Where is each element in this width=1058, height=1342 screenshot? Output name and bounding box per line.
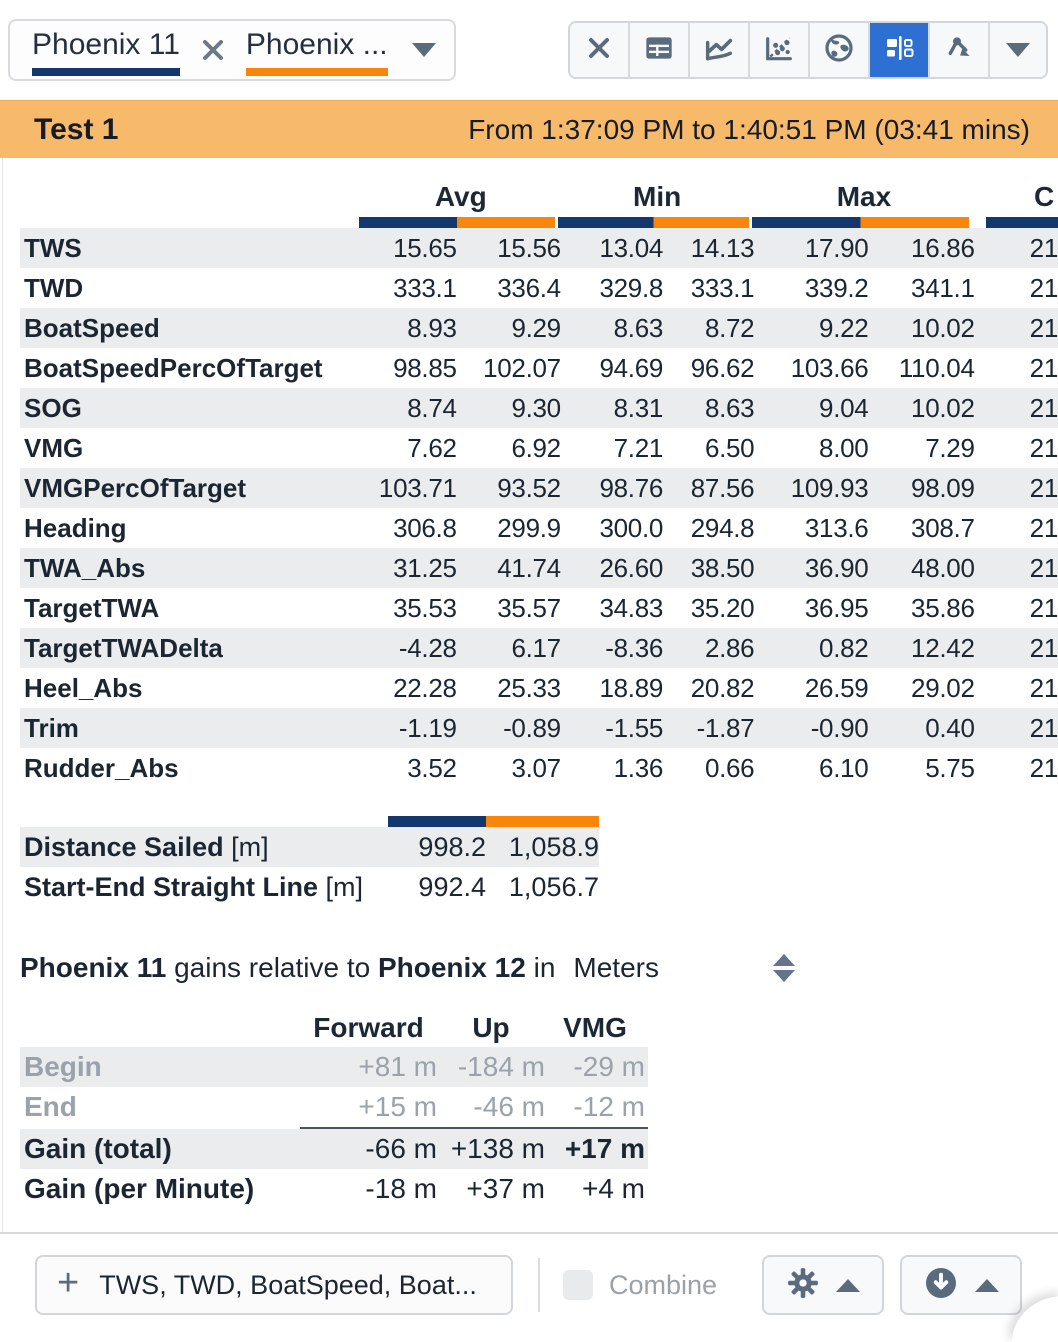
combine-label: Combine xyxy=(609,1269,718,1300)
view-toolbar xyxy=(568,21,1048,79)
max-boat2-value: 10.02 xyxy=(911,312,975,343)
min-boat2-value: 14.13 xyxy=(690,232,755,263)
gain-per-minute-forward: -18 m xyxy=(365,1173,437,1204)
min-boat1-value: 18.89 xyxy=(599,672,664,703)
stats-rows xyxy=(0,228,1058,788)
straight-line-boat1-value: 992.4 xyxy=(418,871,486,902)
max-boat1-value: 9.04 xyxy=(819,392,869,423)
distance-color-bar xyxy=(388,816,1058,827)
max-boat1-value: 313.6 xyxy=(804,512,869,543)
chevron-down-icon[interactable] xyxy=(412,43,436,57)
tab-phoenix-12[interactable] xyxy=(246,28,388,72)
gain-total-up: +138 m xyxy=(450,1133,545,1164)
table-row xyxy=(20,388,1058,428)
table-row xyxy=(20,268,1058,308)
avg-boat1-value: 15.65 xyxy=(393,232,457,263)
avg-boat1-value: 103.71 xyxy=(378,472,457,503)
table-row xyxy=(20,228,1058,268)
min-boat1-value: 300.0 xyxy=(599,512,664,543)
avg-boat2-value: 336.4 xyxy=(497,272,561,303)
table-row xyxy=(20,668,1058,708)
col-group-max: Max xyxy=(836,181,892,212)
gain-total-row xyxy=(20,1129,648,1169)
channel-label: SOG xyxy=(24,392,82,423)
gain-total-label: Gain (total) xyxy=(24,1133,172,1164)
channel-label: TWS xyxy=(24,232,82,263)
avg-boat2-value: 6.92 xyxy=(511,432,561,463)
max-boat1-value: 8.00 xyxy=(819,432,869,463)
end-forward: +15 m xyxy=(358,1091,437,1122)
channel-label: VMG xyxy=(24,432,84,463)
distance-sailed-row xyxy=(20,827,599,867)
max-boat2-value: 5.75 xyxy=(925,752,975,783)
count-color-bar xyxy=(986,217,1058,228)
gear-icon xyxy=(786,1266,820,1305)
col-group-avg: Avg xyxy=(434,181,487,212)
min-boat1-value: 329.8 xyxy=(599,272,664,303)
end-up: -46 m xyxy=(473,1091,545,1122)
table-row xyxy=(20,628,1058,668)
tab-phoenix-11[interactable] xyxy=(32,28,180,72)
min-boat2-value: 6.50 xyxy=(704,432,755,463)
max-boat1-value: 6.10 xyxy=(819,752,869,783)
track-icon xyxy=(943,32,975,69)
count-value: 21 xyxy=(1029,752,1058,783)
begin-row xyxy=(20,1047,648,1087)
avg-boat2-value: 6.17 xyxy=(511,632,561,663)
max-boat1-value: 339.2 xyxy=(804,272,869,303)
min-boat2-value: 0.66 xyxy=(704,752,755,783)
boat2-color-underline xyxy=(246,68,388,76)
min-boat1-value: 13.04 xyxy=(599,232,664,263)
col-vmg: VMG xyxy=(563,1012,627,1043)
table-row xyxy=(20,348,1058,388)
min-boat1-value: 8.63 xyxy=(613,312,664,343)
max-boat2-value: 16.86 xyxy=(911,232,975,263)
gain-total-forward: -66 m xyxy=(365,1133,437,1164)
table-row xyxy=(20,308,1058,348)
distance-sailed-label: Distance Sailed xyxy=(24,831,224,862)
straight-line-boat2-value: 1,056.7 xyxy=(508,871,599,902)
min-boat2-value: 294.8 xyxy=(690,512,755,543)
line-chart-button[interactable] xyxy=(690,23,750,77)
avg-boat1-value: 98.85 xyxy=(393,352,457,383)
min-boat1-value: 98.76 xyxy=(599,472,664,503)
table-row xyxy=(20,748,1058,788)
count-value: 21 xyxy=(1029,592,1058,623)
count-value: 21 xyxy=(1029,552,1058,583)
footer-divider xyxy=(538,1258,540,1312)
min-boat2-value: 2.86 xyxy=(704,632,755,663)
max-boat1-value: 36.90 xyxy=(804,552,869,583)
count-value: 21 xyxy=(1029,472,1058,503)
avg-boat1-value: 31.25 xyxy=(393,552,457,583)
download-icon xyxy=(923,1265,959,1306)
avg-boat2-value: 9.30 xyxy=(511,392,561,423)
min-boat2-value: 333.1 xyxy=(690,272,755,303)
max-boat2-value: 0.40 xyxy=(925,712,975,743)
download-button[interactable] xyxy=(900,1255,1022,1315)
avg-boat1-value: -1.19 xyxy=(398,712,457,743)
min-boat2-value: 96.62 xyxy=(690,352,755,383)
tab-phoenix-11-label: Phoenix 11 xyxy=(32,28,180,61)
avg-boat1-value: 8.74 xyxy=(407,392,457,423)
max-color-bar xyxy=(752,217,969,228)
globe-icon xyxy=(823,32,855,69)
tab-phoenix-12-label: Phoenix ... xyxy=(245,28,388,61)
boat1-name: Phoenix 11 xyxy=(20,952,167,983)
avg-boat1-value: 22.28 xyxy=(393,672,457,703)
count-value: 21 xyxy=(1029,432,1058,463)
end-vmg: -12 m xyxy=(573,1091,645,1122)
max-boat2-value: 98.09 xyxy=(911,472,975,503)
min-boat2-value: -1.87 xyxy=(696,712,755,743)
min-boat1-value: 26.60 xyxy=(599,552,664,583)
avg-boat2-value: 35.57 xyxy=(497,592,561,623)
channel-label: TWA_Abs xyxy=(24,552,146,583)
min-boat2-value: 8.63 xyxy=(704,392,755,423)
close-icon xyxy=(584,33,614,68)
avg-boat1-value: -4.28 xyxy=(398,632,457,663)
track-view-button[interactable] xyxy=(930,23,990,77)
avg-boat1-value: 7.62 xyxy=(407,432,457,463)
min-boat2-value: 38.50 xyxy=(690,552,755,583)
panel-left-border xyxy=(2,158,3,1336)
avg-boat2-value: 299.9 xyxy=(497,512,561,543)
units-select-value: Meters xyxy=(573,952,659,983)
table-row xyxy=(20,548,1058,588)
test-time-range: From 1:37:09 PM to 1:40:51 PM (03:41 mins) xyxy=(468,113,1030,145)
map-view-button[interactable] xyxy=(810,23,870,77)
col-group-count: C xyxy=(1034,181,1055,212)
avg-boat2-value: 25.33 xyxy=(497,672,561,703)
begin-label: Begin xyxy=(24,1051,102,1082)
table-row xyxy=(20,508,1058,548)
table-icon xyxy=(643,32,675,69)
min-color-bar xyxy=(558,217,748,228)
count-value: 21 xyxy=(1029,672,1058,703)
col-up: Up xyxy=(472,1012,510,1043)
channel-label: VMGPercOfTarget xyxy=(24,472,247,503)
chevron-down-icon xyxy=(1006,43,1030,57)
avg-boat2-value: -0.89 xyxy=(503,712,561,743)
max-boat1-value: 36.95 xyxy=(804,592,869,623)
bottom-toolbar xyxy=(0,1232,1058,1336)
dataset-selector xyxy=(8,19,456,81)
channel-label: BoatSpeed xyxy=(24,312,160,343)
table-row xyxy=(20,468,1058,508)
channel-label: Trim xyxy=(24,712,79,743)
avg-boat2-value: 9.29 xyxy=(511,312,561,343)
max-boat1-value: 17.90 xyxy=(804,232,869,263)
channel-label: Rudder_Abs xyxy=(24,752,179,783)
table-view-button[interactable] xyxy=(630,23,690,77)
gain-per-minute-row xyxy=(20,1169,648,1209)
line-chart-icon xyxy=(703,32,735,69)
combine-checkbox[interactable] xyxy=(563,1270,593,1300)
begin-up: -184 m xyxy=(457,1051,545,1082)
more-views-button[interactable] xyxy=(990,23,1046,77)
distance-unit: [m] xyxy=(231,831,269,862)
count-value: 21 xyxy=(1029,312,1058,343)
min-boat1-value: 34.83 xyxy=(599,592,664,623)
channel-label: BoatSpeedPercOfTarget xyxy=(24,352,323,383)
col-forward: Forward xyxy=(313,1012,424,1043)
close-view-button[interactable] xyxy=(570,23,630,77)
gain-per-minute-up: +37 m xyxy=(466,1173,545,1204)
max-boat1-value: 109.93 xyxy=(790,472,869,503)
straight-line-unit: [m] xyxy=(325,871,364,902)
channel-label: TargetTWA xyxy=(24,592,160,623)
col-group-min: Min xyxy=(633,181,682,212)
boat2-name: Phoenix 12 xyxy=(377,952,526,983)
sentence-tail: in xyxy=(533,952,556,983)
straight-line-label: Start-End Straight Line xyxy=(24,871,319,902)
begin-vmg: -29 m xyxy=(573,1051,645,1082)
test-header xyxy=(0,100,1058,158)
count-value: 21 xyxy=(1029,632,1058,663)
avg-boat1-value: 306.8 xyxy=(393,512,457,543)
channels-select-button[interactable] xyxy=(35,1255,513,1315)
max-boat2-value: 29.02 xyxy=(911,672,975,703)
chevron-up-icon xyxy=(975,1279,999,1292)
avg-boat2-value: 15.56 xyxy=(497,232,561,263)
up-down-icon xyxy=(773,954,795,982)
min-boat1-value: -1.55 xyxy=(605,712,664,743)
channel-label: Heading xyxy=(24,512,127,543)
avg-color-bar xyxy=(359,217,555,228)
compare-view-button[interactable] xyxy=(870,23,930,77)
top-bar xyxy=(0,0,1058,100)
min-boat2-value: 87.56 xyxy=(690,472,755,503)
channel-label: TWD xyxy=(24,272,84,303)
min-boat2-value: 35.20 xyxy=(690,592,755,623)
max-boat2-value: 110.04 xyxy=(898,352,975,383)
max-boat2-value: 10.02 xyxy=(911,392,975,423)
max-boat1-value: 26.59 xyxy=(804,672,869,703)
scatter-chart-button[interactable] xyxy=(750,23,810,77)
compare-icon xyxy=(884,33,914,68)
plus-icon: + xyxy=(57,1262,80,1304)
end-label: End xyxy=(24,1091,77,1122)
min-boat1-value: -8.36 xyxy=(605,632,664,663)
count-value: 21 xyxy=(1029,392,1058,423)
avg-boat1-value: 333.1 xyxy=(393,272,457,303)
avg-boat1-value: 3.52 xyxy=(407,752,457,783)
max-boat1-value: -0.90 xyxy=(810,712,869,743)
min-boat2-value: 20.82 xyxy=(690,672,755,703)
settings-button[interactable] xyxy=(762,1255,884,1315)
straight-line-row xyxy=(20,867,599,907)
min-boat1-value: 7.21 xyxy=(613,432,664,463)
gains-sentence xyxy=(20,949,1058,987)
scatter-chart-icon xyxy=(763,32,795,69)
max-boat2-value: 7.29 xyxy=(925,432,975,463)
count-value: 21 xyxy=(1029,272,1058,303)
avg-boat2-value: 93.52 xyxy=(497,472,561,503)
max-boat2-value: 308.7 xyxy=(911,512,975,543)
gain-per-minute-label: Gain (per Minute) xyxy=(24,1173,255,1204)
stats-table-header xyxy=(20,180,1058,228)
count-value: 21 xyxy=(1029,232,1058,263)
gains-table-header xyxy=(20,1009,1058,1047)
avg-boat2-value: 41.74 xyxy=(497,552,561,583)
max-boat1-value: 9.22 xyxy=(819,312,869,343)
channels-select-label: TWS, TWD, BoatSpeed, Boat... xyxy=(99,1269,477,1300)
begin-forward: +81 m xyxy=(358,1051,437,1082)
close-icon[interactable] xyxy=(198,35,228,65)
max-boat2-value: 12.42 xyxy=(911,632,975,663)
min-boat1-value: 1.36 xyxy=(613,752,664,783)
sentence-mid: gains relative to xyxy=(174,952,371,983)
avg-boat1-value: 35.53 xyxy=(393,592,457,623)
avg-boat2-value: 102.07 xyxy=(483,352,561,383)
max-boat1-value: 103.66 xyxy=(790,352,869,383)
min-boat2-value: 8.72 xyxy=(704,312,755,343)
table-row xyxy=(20,588,1058,628)
min-boat1-value: 94.69 xyxy=(599,352,664,383)
channel-label: Heel_Abs xyxy=(24,672,143,703)
distance-section xyxy=(0,816,1058,907)
table-row xyxy=(20,708,1058,748)
avg-boat2-value: 3.07 xyxy=(511,752,561,783)
max-boat1-value: 0.82 xyxy=(819,632,869,663)
distance-boat2-value: 1,058.9 xyxy=(508,831,599,862)
table-row xyxy=(20,428,1058,468)
distance-boat1-value: 998.2 xyxy=(418,831,486,862)
chevron-up-icon xyxy=(836,1279,860,1292)
max-boat2-value: 341.1 xyxy=(911,272,975,303)
test-title: Test 1 xyxy=(34,112,119,146)
boat1-color-underline xyxy=(32,68,180,76)
min-boat1-value: 8.31 xyxy=(613,392,664,423)
count-value: 21 xyxy=(1029,512,1058,543)
count-value: 21 xyxy=(1029,712,1058,743)
gain-per-minute-vmg: +4 m xyxy=(581,1173,645,1204)
max-boat2-value: 48.00 xyxy=(911,552,975,583)
avg-boat1-value: 8.93 xyxy=(407,312,457,343)
stats-table xyxy=(0,158,1058,788)
count-value: 21 xyxy=(1029,352,1058,383)
units-select[interactable] xyxy=(573,952,795,984)
end-row xyxy=(20,1087,648,1127)
channel-label: TargetTWADelta xyxy=(24,632,223,663)
max-boat2-value: 35.86 xyxy=(911,592,975,623)
gain-total-vmg: +17 m xyxy=(564,1133,645,1164)
gains-table xyxy=(0,1009,1058,1209)
